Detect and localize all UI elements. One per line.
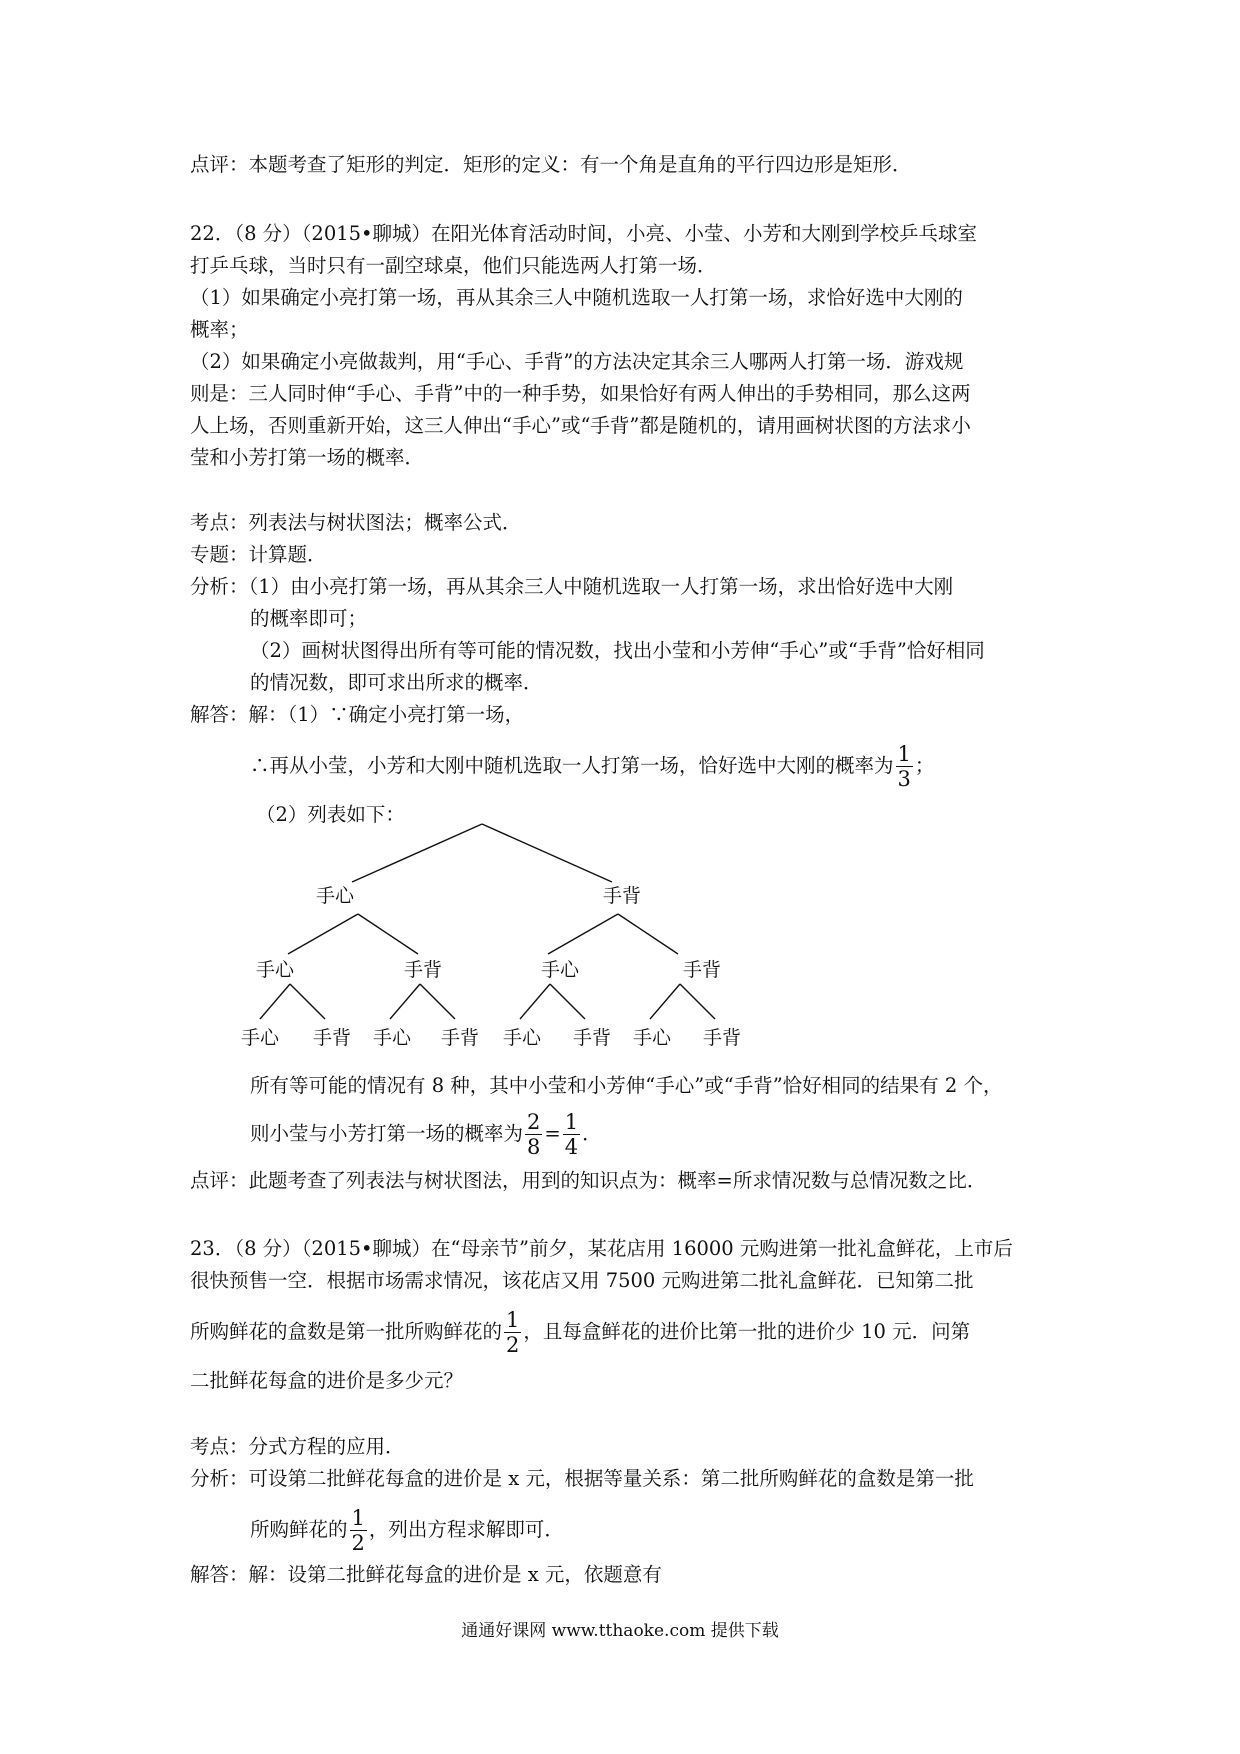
tree-node-level1: 手背 xyxy=(602,885,642,907)
fraction-denominator: 4 xyxy=(564,1135,579,1159)
q23-fenxi-line xyxy=(250,1506,564,1555)
q22-result-2-text: 则小莹与小芳打第一场的概率为 xyxy=(250,1122,524,1145)
fraction-numerator: 1 xyxy=(564,1110,579,1134)
q22-stem-line: 人上场，否则重新开始，这三人伸出“手心”或“手背”都是随机的，请用画树状图的方法求小 xyxy=(190,414,971,437)
tree-edge xyxy=(482,824,612,882)
q23-stem-line: 很快预售一空．根据市场需求情况，该花店又用 7500 元购进第二批礼盒鲜花．已知第二批 xyxy=(190,1269,974,1292)
fraction-numerator: 1 xyxy=(897,742,911,766)
q23-stem-text: 所购鲜花的盒数是第一批所购鲜花的 xyxy=(190,1320,503,1343)
tree-node-level3: 手背 xyxy=(312,1027,352,1049)
tree-node-level3: 手背 xyxy=(572,1027,612,1049)
fraction-denominator: 3 xyxy=(897,767,911,791)
tree-node-level3: 手心 xyxy=(502,1027,542,1049)
tree-node-level2: 手背 xyxy=(682,959,722,981)
q22-stem-line: 22．（8 分）（2015•聊城）在阳光体育活动时间，小亮、小莹、小芳和大刚到学校乒乓球室 xyxy=(190,222,978,245)
tree-edge xyxy=(390,984,420,1019)
tree-node-level3: 手心 xyxy=(632,1027,672,1049)
q22-stem-line: 打乒乓球，当时只有一副空球桌，他们只能选两人打第一场． xyxy=(190,254,717,277)
tree-edge xyxy=(420,984,455,1019)
q22-fenxi-line: 的情况数，即可求出所求的概率． xyxy=(250,671,543,694)
tree-edge xyxy=(290,984,325,1019)
tree-node-level2: 手心 xyxy=(540,959,580,981)
q22-kaodian: 考点：列表法与树状图法；概率公式． xyxy=(190,511,522,534)
q23-fenxi-line: 分析：可设第二批鲜花每盒的进价是 x 元，根据等量关系：第二批所购鲜花的盒数是第一批 xyxy=(190,1467,974,1490)
q23-stem-line: 二批鲜花每盒的进价是多少元？ xyxy=(190,1369,464,1392)
fraction xyxy=(504,1308,521,1357)
tree-edge xyxy=(680,984,715,1019)
tree-node-level2: 手背 xyxy=(403,959,443,981)
fraction-denominator: 2 xyxy=(351,1531,365,1555)
tree-edge xyxy=(358,914,418,954)
q22-jieda-2-text: ∴再从小莹，小芳和大刚中随机选取一人打第一场，恰好选中大刚的概率为 xyxy=(250,754,894,777)
q23-fenxi-text: 所购鲜花的 xyxy=(250,1518,348,1541)
tree-edge xyxy=(550,984,585,1019)
tree-node-level3: 手心 xyxy=(240,1027,280,1049)
fraction xyxy=(563,1110,580,1159)
q22-dianping: 点评：此题考查了列表法与树状图法，用到的知识点为：概率=所求情况数与总情况数之比． xyxy=(190,1169,987,1192)
page-footer: 通通好课网 www.tthaoke.com 提供下载 xyxy=(461,1621,779,1641)
tree-labels xyxy=(241,885,741,1049)
fraction-numerator: 1 xyxy=(506,1308,520,1332)
tree-diagram xyxy=(230,812,790,1062)
tree-node-level3: 手背 xyxy=(702,1027,742,1049)
q23-stem-line: 23．（8 分）（2015•聊城）在“母亲节”前夕，某花店用 16000 元购进第一批礼盒鲜花，上市后 xyxy=(190,1237,1013,1260)
tree-edge xyxy=(548,914,618,954)
tree-node-level2: 手心 xyxy=(255,959,295,981)
q22-fenxi-line: （2）画树状图得出所有等可能的情况数，找出小莹和小芳伸“手心”或“手背”恰好相同 xyxy=(250,639,985,662)
q23-kaodian: 考点：分式方程的应用． xyxy=(190,1435,405,1458)
q22-stem-line: （1）如果确定小亮打第一场，再从其余三人中随机选取一人打第一场，求恰好选中大刚的 xyxy=(190,286,963,309)
q22-zhuanti: 专题：计算题． xyxy=(190,543,327,566)
tree-node-level3: 手心 xyxy=(372,1027,412,1049)
tree-edge xyxy=(352,824,482,882)
equals-sign: = xyxy=(544,1122,561,1145)
tree-edge xyxy=(288,914,358,954)
q22-jieda-1: 解答：解：（1）∵确定小亮打第一场， xyxy=(190,703,525,726)
fraction xyxy=(525,1110,542,1159)
q23-fenxi-text: ，列出方程求解即可． xyxy=(368,1518,564,1541)
q22-jieda-2 xyxy=(250,742,934,791)
q22-fenxi-line: 的概率即可； xyxy=(250,607,368,630)
review-note-prev: 点评：本题考查了矩形的判定．矩形的定义：有一个角是直角的平行四边形是矩形． xyxy=(190,153,912,176)
fraction-denominator: 2 xyxy=(506,1333,520,1357)
q22-stem-line: 概率； xyxy=(190,318,249,341)
tree-edge xyxy=(618,914,678,954)
q22-jieda-3: （2）列表如下： xyxy=(256,803,405,826)
tree-edge xyxy=(650,984,680,1019)
fraction xyxy=(350,1506,367,1555)
q22-result-1: 所有等可能的情况有 8 种，其中小莹和小芳伸“手心”或“手背”恰好相同的结果有 2 个， xyxy=(250,1074,1003,1097)
fraction-denominator: 8 xyxy=(527,1135,541,1159)
q22-result-2 xyxy=(250,1110,602,1159)
q23-stem-text: ，且每盒鲜花的进价比第一批的进价少 10 元．问第 xyxy=(523,1320,971,1343)
q22-stem-line: 则是：三人同时伸“手心、手背”中的一种手势，如果恰好有两人伸出的手势相同，那么这两 xyxy=(190,382,971,405)
q22-stem-line: 莹和小芳打第一场的概率． xyxy=(190,446,425,469)
fraction xyxy=(896,742,913,791)
tree-edges xyxy=(260,824,715,1019)
tree-node-level1: 手心 xyxy=(315,885,355,907)
q23-jieda: 解答：解：设第二批鲜花每盒的进价是 x 元，依题意有 xyxy=(190,1563,662,1586)
tree-edge xyxy=(520,984,550,1019)
q22-jieda-2-end: ； xyxy=(914,754,935,777)
tree-edge xyxy=(260,984,290,1019)
q22-result-2-end: ． xyxy=(582,1122,602,1145)
fraction-numerator: 1 xyxy=(351,1506,365,1530)
tree-node-level3: 手背 xyxy=(440,1027,480,1049)
q23-stem-line xyxy=(190,1308,970,1357)
fraction-numerator: 2 xyxy=(527,1110,541,1134)
q22-stem-line: （2）如果确定小亮做裁判，用“手心、手背”的方法决定其余三人哪两人打第一场．游戏规 xyxy=(190,350,964,373)
q22-fenxi-line: 分析：（1）由小亮打第一场，再从其余三人中随机选取一人打第一场，求出恰好选中大刚 xyxy=(190,575,954,598)
